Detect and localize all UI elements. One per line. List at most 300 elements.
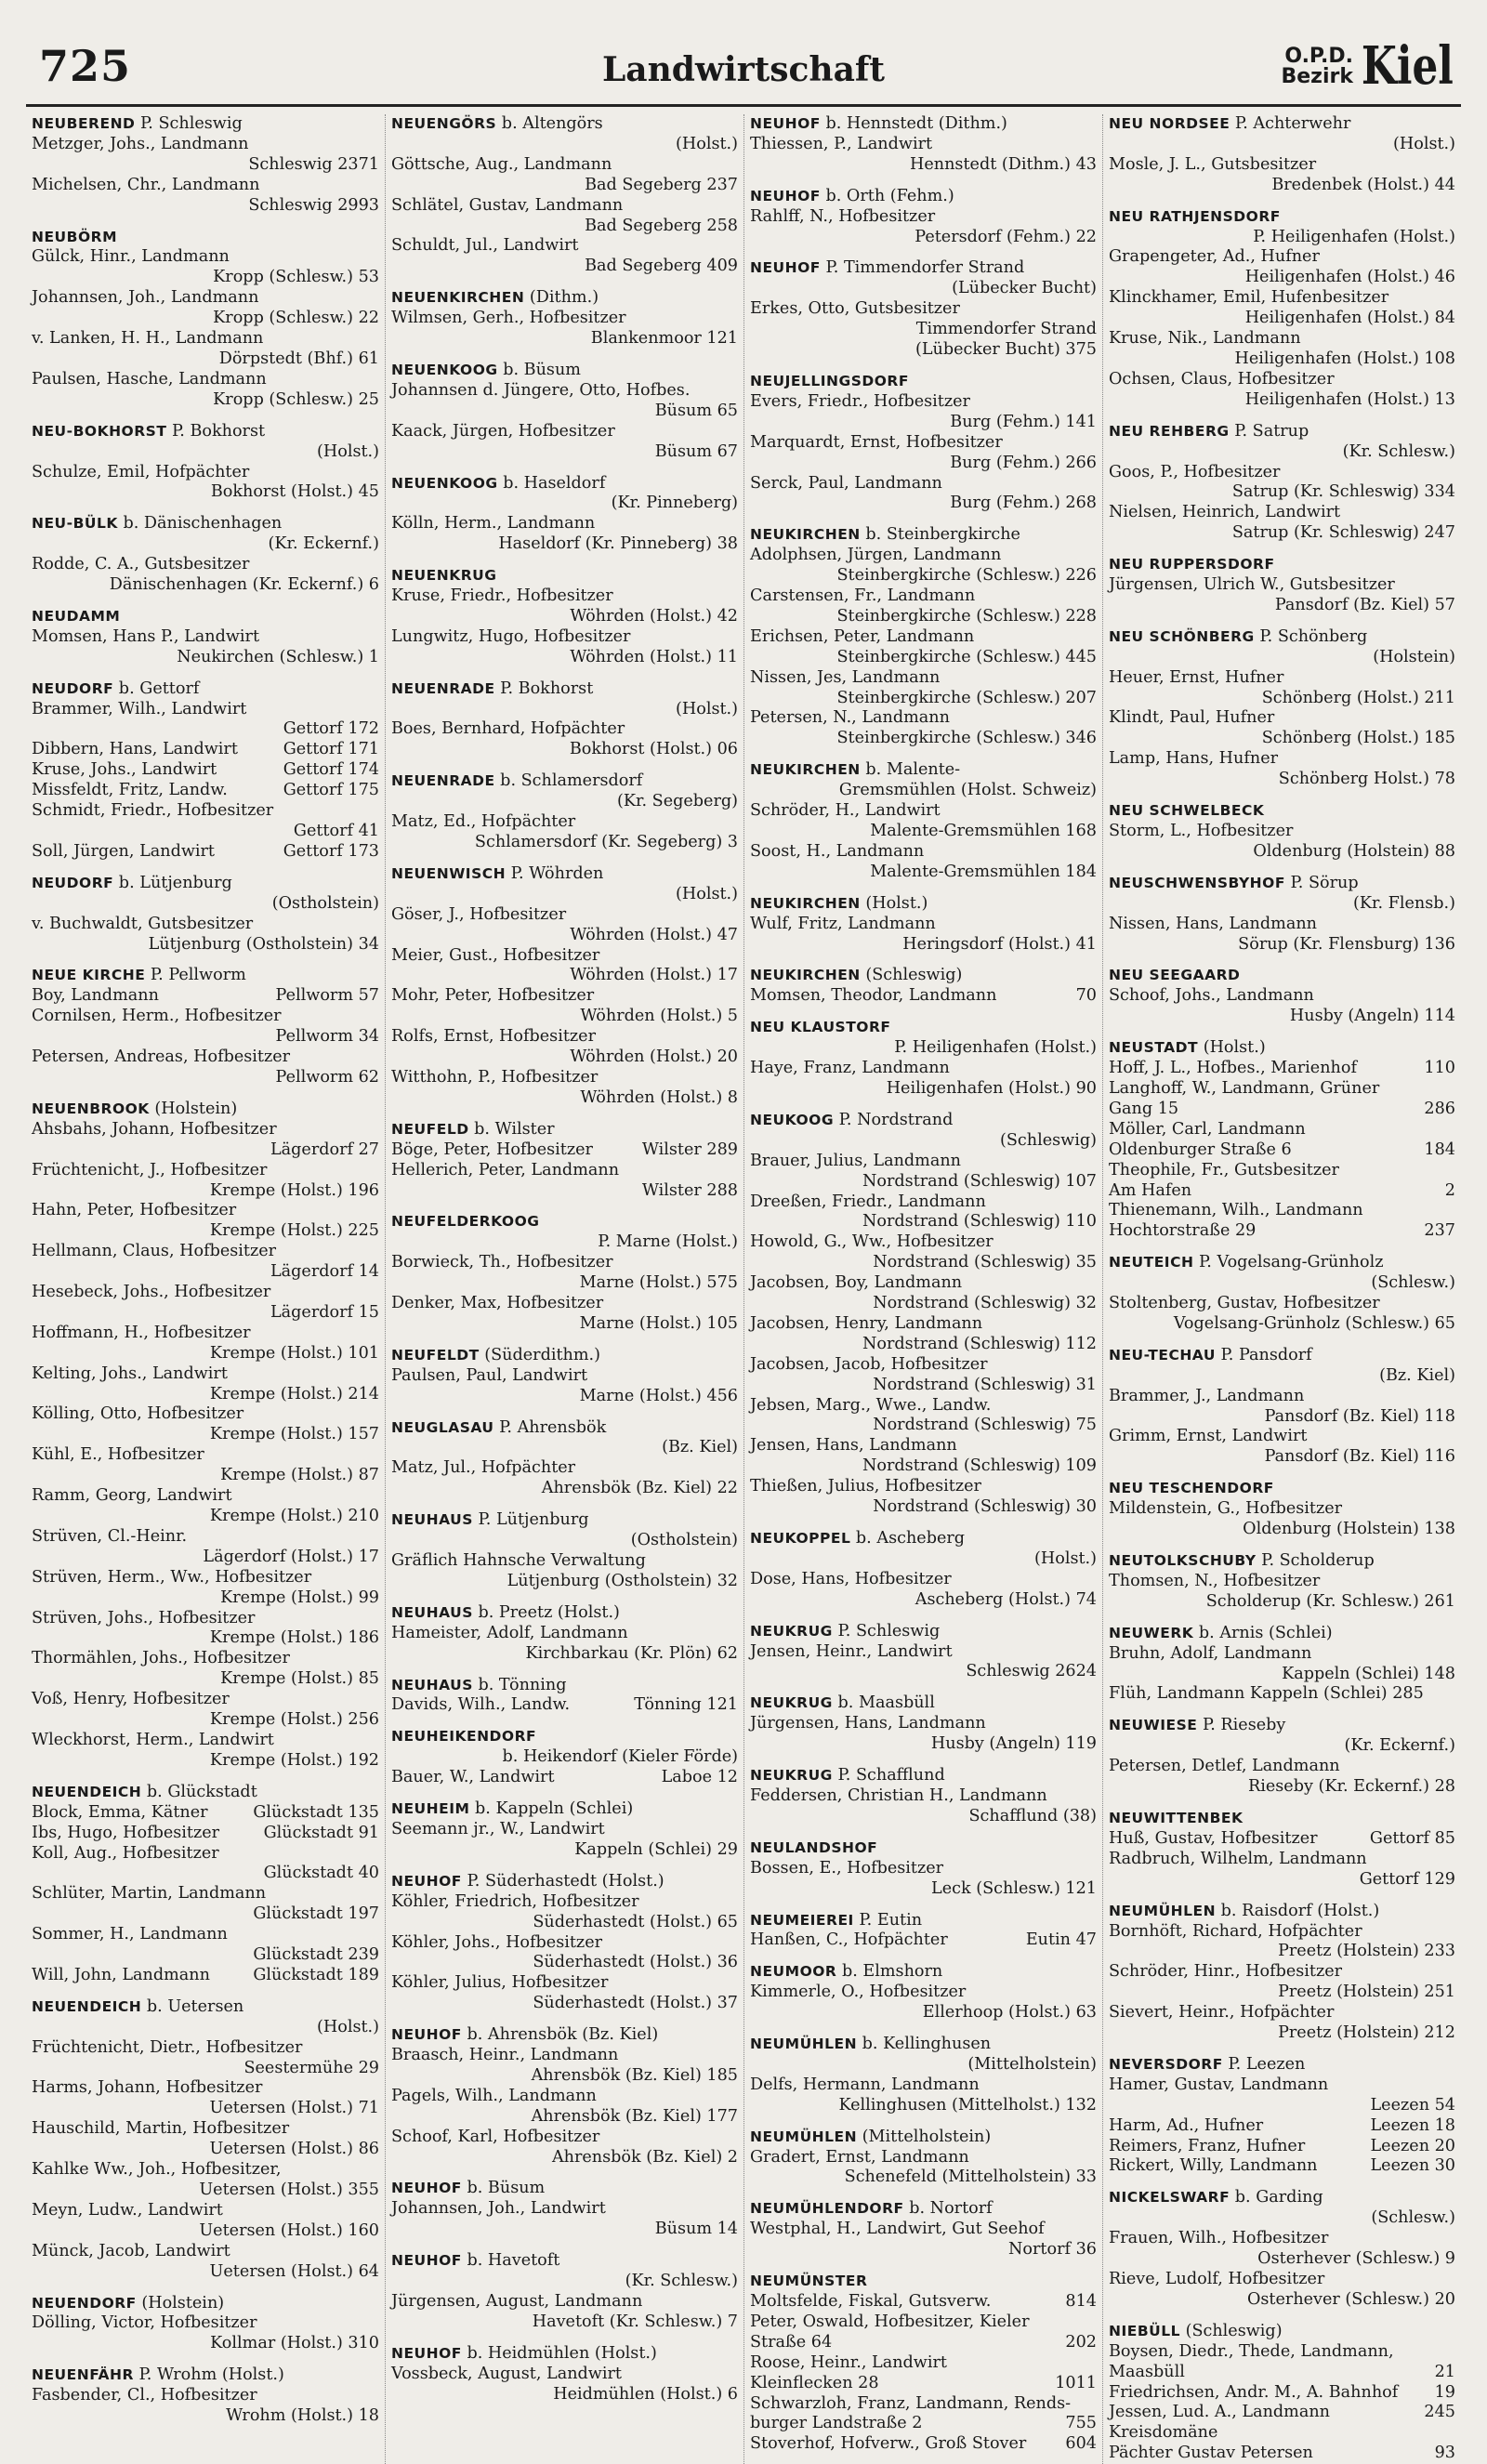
entry-phone: Heiligenhafen (Holst.) 108: [1234, 349, 1455, 368]
entry-line: [750, 935, 1097, 955]
entry-name: Denker, Max, Hofbesitzer: [391, 1294, 604, 1313]
place-location: b. Heikendorf (Kieler Förde): [502, 1747, 738, 1767]
entry-line: [750, 546, 1097, 566]
entry-line: [1109, 1850, 1455, 1870]
place-location: (Holst.): [1393, 134, 1455, 153]
place-heading: NEUMÜHLEN b. Raisdorf (Holst.): [1109, 1901, 1380, 1920]
place-block: [750, 2035, 1097, 2116]
place-location: (Kr. Eckernf.): [1344, 1736, 1455, 1756]
entry-phone: Nordstrand (Schleswig) 75: [873, 1416, 1097, 1435]
entry-line: [32, 1221, 379, 1242]
entry-name: Feddersen, Christian H., Landmann: [750, 1785, 1047, 1805]
entry-name: Ramm, Georg, Landwirt: [32, 1486, 232, 1506]
place-block: [750, 1693, 1097, 1755]
place-location: (Lübecker Bucht): [952, 279, 1097, 298]
place-block: [391, 2344, 738, 2405]
entry-line: [391, 946, 738, 967]
entry-line: [391, 1387, 738, 1407]
entry-line: [750, 413, 1097, 433]
place-heading: NEUENDORF (Holstein): [32, 2293, 225, 2312]
entry-line: [1109, 822, 1455, 842]
entry-line: [1109, 1962, 1455, 1983]
entry-name: Erkes, Otto, Gutsbesitzer: [750, 299, 960, 319]
entry-phone: Schönberg (Holst.) 185: [1261, 729, 1455, 748]
place-heading: NEUENKOOG b. Büsum: [391, 360, 581, 379]
place-heading: NEUHOF b. Ahrensbök (Bz. Kiel): [391, 2025, 659, 2045]
entry-name: Brauer, Julius, Landmann: [750, 1151, 962, 1170]
entry-line: [391, 1161, 738, 1181]
entry-line: [750, 1807, 1097, 1827]
entry-name: Nissen, Jes, Landmann: [750, 667, 941, 687]
place-block: [750, 2199, 1097, 2260]
entry-name: Nielsen, Heinrich, Landwirt: [1109, 503, 1341, 522]
place-heading: NEUENKIRCHEN (Dithm.): [391, 288, 599, 308]
entry-phone: Wrohm (Holst.) 18: [226, 2406, 379, 2426]
place-name: NEUBÖRM: [32, 228, 117, 245]
place-heading: [750, 1018, 1097, 1038]
entry-line: [1109, 935, 1455, 955]
place-name: NEU RATHJENSDORF: [1109, 207, 1281, 225]
entry-name: Straße 64: [750, 2332, 833, 2352]
entry-line: [32, 1844, 379, 1864]
entry-line: [32, 986, 379, 1007]
place-location: (Bz. Kiel): [1379, 1365, 1455, 1385]
entry-name: Metzger, Johs., Landmann: [32, 134, 249, 153]
place-name: NEUKRUG: [750, 1767, 833, 1785]
place-heading: NEU-BÜLK b. Dänischenhagen: [32, 514, 283, 534]
entry-name: Goos, P., Hofbesitzer: [1109, 462, 1281, 481]
entry-line: [1109, 770, 1455, 790]
page-number: 725: [39, 41, 132, 91]
column-1: [26, 114, 385, 2464]
entry-name: Bauer, W., Landwirt: [391, 1768, 555, 1787]
entry-line: [1109, 1294, 1455, 1314]
place-location: Gremsmühlen (Holst. Schweiz): [838, 781, 1097, 800]
entry-line: [750, 566, 1097, 586]
entry-line: [1109, 329, 1455, 349]
entry-phone: 70: [1075, 986, 1097, 1006]
place-heading: NEUBEREND P. Schleswig: [32, 114, 243, 133]
entry-name: Huß, Gustav, Hofbesitzer: [1109, 1828, 1318, 1848]
place-heading: [1109, 555, 1455, 575]
entry-line: [750, 1570, 1097, 1590]
entry-line: [750, 2148, 1097, 2168]
entry-phone: Nordstrand (Schleswig) 32: [873, 1294, 1097, 1313]
entry-phone: Bad Segeberg 237: [585, 175, 738, 194]
entry-name: Jacobsen, Jacob, Hofbesitzer: [750, 1354, 988, 1374]
entry-line: [391, 1048, 738, 1068]
entry-line: [391, 986, 738, 1007]
entry-phone: Osterhever (Schlesw.) 9: [1257, 2249, 1455, 2269]
place-block: [1109, 1902, 1455, 2044]
entry-line: [750, 2003, 1097, 2023]
opd-label: O.P.D.: [1284, 45, 1353, 68]
place-block: [32, 2365, 379, 2427]
entry-phone: Marne (Holst.) 575: [579, 1273, 738, 1293]
entry-name: Bornhöft, Richard, Hofpächter: [1109, 1921, 1362, 1941]
entry-name: Boes, Bernhard, Hofpächter: [391, 719, 625, 739]
entry-name: Jacobsen, Boy, Landmann: [750, 1273, 963, 1293]
entry-phone: Schleswig 2993: [248, 195, 379, 215]
entry-line: [32, 1445, 379, 1466]
place-heading: NEUKIRCHEN (Holst.): [750, 893, 928, 913]
entry-name: Block, Emma, Kätner: [32, 1802, 208, 1822]
entry-name: Hahn, Peter, Hofbesitzer: [32, 1201, 237, 1220]
entry-line: [32, 1925, 379, 1945]
entry-line: [32, 1181, 379, 1202]
place-name: NEUSCHWENSBYHOF: [1109, 874, 1285, 891]
place-block: [1109, 422, 1455, 544]
entry-line: [32, 268, 379, 288]
entry-line: [391, 926, 738, 946]
entry-phone: Preetz (Holstein) 233: [1278, 1942, 1455, 1961]
entry-name: Köhler, Friedrich, Hofbesitzer: [391, 1891, 639, 1911]
place-heading: NEUKIRCHEN b. Malente-: [750, 760, 961, 780]
entry-phone: Bokhorst (Holst.) 45: [210, 482, 379, 502]
entry-line: [32, 1710, 379, 1731]
entry-line: [750, 2434, 1097, 2455]
entry-name: Momsen, Theodor, Landmann: [750, 986, 997, 1006]
entry-phone: Krempe (Holst.) 157: [209, 1425, 379, 1444]
entry-line: [32, 1344, 379, 1364]
entry-line: [391, 217, 738, 237]
place-location: (Schleswig): [1000, 1130, 1097, 1150]
entry-name: Petersen, Andreas, Hofbesitzer: [32, 1048, 291, 1067]
place-name: NICKELSWARF: [1109, 2189, 1230, 2207]
entry-name: Maasbüll: [1109, 2362, 1185, 2381]
entry-phone: Glückstadt 197: [253, 1904, 379, 1924]
place-heading: NEUKOOG P. Nordstrand: [750, 1110, 954, 1129]
place-block: [750, 1911, 1097, 1952]
entry-line: [750, 1314, 1097, 1335]
entry-name: Stoltenberg, Gustav, Hofbesitzer: [1109, 1294, 1380, 1313]
entry-name: Meier, Gust., Hofbesitzer: [391, 945, 600, 965]
place-name: NEUWITTENBEK: [1109, 1809, 1244, 1826]
entry-phone: 245: [1424, 2403, 1455, 2422]
place-location: (Kr. Schlesw.): [625, 2272, 738, 2291]
place-block: [32, 1100, 379, 1772]
entry-name: Will, John, Landmann: [32, 1965, 210, 1984]
place-heading: NEUTEICH P. Vogelsang-Grünholz: [1109, 1253, 1384, 1272]
entry-line: [1109, 2023, 1455, 2044]
entry-line: [750, 1456, 1097, 1477]
entry-line: [391, 1973, 738, 1994]
place-block: [391, 1799, 738, 1861]
entry-name: Schmidt, Friedr., Hofbesitzer: [32, 801, 274, 821]
entry-line: [32, 1527, 379, 1548]
entry-line: [32, 1609, 379, 1629]
entry-name: Kahlke Ww., Joh., Hofbesitzer,: [32, 2160, 282, 2180]
place-location: (Bz. Kiel): [662, 1438, 738, 1457]
entry-line: [32, 1649, 379, 1669]
entry-name: Hamer, Gustav, Landmann: [1109, 2075, 1329, 2094]
entry-phone: Krempe (Holst.) 225: [209, 1221, 379, 1241]
entry-line: [1109, 390, 1455, 411]
entry-name: Schuldt, Jul., Landwirt: [391, 236, 579, 256]
entry-name: Voß, Henry, Hofbesitzer: [32, 1690, 230, 1709]
entry-name: Dose, Hans, Hofbesitzer: [750, 1569, 952, 1588]
entry-name: Grimm, Ernst, Landwirt: [1109, 1427, 1308, 1446]
entry-name: Jensen, Hans, Landmann: [750, 1436, 957, 1456]
entry-phone: Dörpstedt (Bhf.) 61: [218, 349, 379, 368]
place-location: (Holst.): [676, 699, 738, 718]
place-location: (Schlesw.): [1371, 1273, 1455, 1293]
column-4: [1102, 114, 1461, 2464]
entry-line: [32, 2313, 379, 2334]
entry-line: [391, 2148, 738, 2168]
entry-name: Kleinflecken 28: [750, 2373, 879, 2392]
place-name: NEUMOOR: [750, 1963, 837, 1981]
entry-phone: Lägerdorf 27: [270, 1140, 379, 1159]
entry-phone: Uetersen (Holst.) 160: [199, 2220, 379, 2240]
place-heading: NEUHOF P. Timmendorfer Strand: [750, 258, 1025, 278]
entry-phone: Ahrensbök (Bz. Kiel) 22: [541, 1479, 738, 1498]
entry-phone: Oldenburg (Holstein) 88: [1253, 841, 1455, 861]
entry-line: [32, 1803, 379, 1824]
place-heading: NEU REHBERG P. Satrup: [1109, 421, 1309, 441]
entry-phone: Steinbergkirche (Schlesw.) 445: [836, 647, 1097, 666]
entry-line: [32, 329, 379, 349]
entry-line: [391, 1933, 738, 1954]
entry-line: [1109, 2075, 1455, 2096]
entry-name: Schoof, Karl, Hofbesitzer: [391, 2127, 600, 2146]
entry-phone: 814: [1065, 2292, 1097, 2311]
entry-line: [32, 1027, 379, 1048]
place-heading: NEUHAUS b. Preetz (Holst.): [391, 1602, 620, 1622]
place-heading: NEUENGÖRS b. Altengörs: [391, 114, 603, 133]
entry-line: [750, 340, 1097, 361]
entry-name: Hanßen, C., Hofpächter: [750, 1930, 948, 1950]
entry-name: Möller, Carl, Landmann: [1109, 1119, 1306, 1139]
entry-line: [32, 247, 379, 268]
entry-line: [391, 1994, 738, 2014]
entry-line: [32, 1140, 379, 1161]
entry-phone: Gettorf 174: [283, 760, 379, 780]
place-block: [391, 566, 738, 668]
place-heading: [32, 607, 379, 627]
entry-line: [750, 1879, 1097, 1900]
place-name: NEU KLAUSTORF: [750, 1019, 891, 1036]
entry-name: v. Lanken, H. H., Landmann: [32, 329, 264, 349]
entry-line: [32, 1588, 379, 1609]
place-location: (Ostholstein): [630, 1531, 738, 1550]
place-location: (Kr. Pinneberg): [611, 494, 738, 513]
entry-line: [750, 2220, 1097, 2240]
entry-line: [1109, 749, 1455, 770]
entry-line: [750, 842, 1097, 863]
entry-name: Gülck, Hinr., Landmann: [32, 247, 230, 267]
place-location: (Ostholstein): [271, 893, 379, 913]
place-name: NEUWERK: [1109, 1624, 1194, 1641]
entry-phone: Burg (Fehm.) 141: [950, 412, 1097, 431]
entry-name: Wilmsen, Gerh., Hofbesitzer: [391, 309, 626, 328]
entry-line: [391, 1068, 738, 1088]
entry-phone: Glückstadt 189: [253, 1965, 379, 1984]
entry-phone: 93: [1434, 2444, 1455, 2463]
place-heading: NEUKIRCHEN (Schleswig): [750, 966, 963, 985]
entry-line: [1109, 2290, 1455, 2311]
entry-name: Thießen, Julius, Hofbesitzer: [750, 1477, 981, 1496]
entry-line: [750, 801, 1097, 822]
entry-name: Jessen, Lud. A., Landmann: [1109, 2403, 1330, 2422]
place-heading: [750, 2272, 1097, 2292]
entry-name: Delfs, Hermann, Landmann: [750, 2075, 980, 2094]
entry-name: Klindt, Paul, Hufner: [1109, 708, 1275, 728]
place-block: [391, 1676, 738, 1717]
entry-phone: Nordstrand (Schleswig) 109: [862, 1456, 1097, 1476]
entry-phone: Steinbergkirche (Schlesw.) 226: [836, 566, 1097, 586]
entry-line: [1109, 2137, 1455, 2157]
entry-line: [750, 2168, 1097, 2188]
place-block: [391, 1418, 738, 1500]
entry-line: [32, 2099, 379, 2119]
entry-line: [391, 196, 738, 217]
place-name: NEU NORDSEE: [1109, 115, 1230, 132]
place-heading: NEUHAUS b. Tönning: [391, 1675, 567, 1694]
entry-phone: Wöhrden (Holst.) 20: [570, 1048, 738, 1067]
entry-line: [391, 2107, 738, 2128]
entry-line: [750, 986, 1097, 1007]
directory-columns: [26, 114, 1461, 2464]
entry-phone: Burg (Fehm.) 266: [950, 453, 1097, 472]
entry-line: [391, 1913, 738, 1933]
place-name: NEUENKIRCHEN: [391, 289, 525, 307]
entry-phone: Haseldorf (Kr. Pinneberg) 38: [498, 534, 738, 554]
entry-line: [391, 607, 738, 627]
entry-name: Kimmerle, O., Hofbesitzer: [750, 1983, 967, 2002]
entry-phone: 2: [1444, 1180, 1455, 1200]
entry-phone: Krempe (Holst.) 192: [209, 1750, 379, 1770]
place-name: NEUFELD: [391, 1120, 469, 1138]
entry-line: [1109, 2423, 1455, 2444]
entry-line: [391, 2292, 738, 2312]
entry-phone: Rieseby (Kr. Eckernf.) 28: [1247, 1777, 1455, 1797]
entry-line: [750, 2292, 1097, 2312]
entry-line: [32, 1966, 379, 1986]
entry-phone: Krempe (Holst.) 85: [220, 1669, 379, 1689]
place-block: [1109, 874, 1455, 955]
place-location: P. Heiligenhafen (Holst.): [1253, 227, 1455, 246]
place-name: NEUHOF: [391, 2344, 462, 2362]
entry-name: Mildenstein, G., Hofbesitzer: [1109, 1499, 1343, 1519]
entry-name: Ibs, Hugo, Hofbesitzer: [32, 1823, 220, 1842]
entry-name: Rahlff, N., Hofbesitzer: [750, 206, 936, 226]
entry-name: Jensen, Heinr., Landwirt: [750, 1641, 953, 1661]
entry-phone: Nordstrand (Schleswig) 35: [873, 1253, 1097, 1272]
entry-name: Pächter Gustav Petersen: [1109, 2444, 1313, 2463]
place-block: [750, 525, 1097, 749]
place-block: [391, 1120, 738, 1202]
entry-name: Erichsen, Peter, Landmann: [750, 626, 975, 646]
place-name: NEUFELDT: [391, 1346, 480, 1364]
place-block: [32, 228, 379, 411]
place-name: NEUHOF: [391, 2180, 462, 2197]
entry-phone: Ellerhoop (Holst.) 63: [922, 2003, 1097, 2023]
place-heading: [391, 566, 738, 586]
entry-phone: Glückstadt 239: [253, 1945, 379, 1965]
entry-line: [391, 1572, 738, 1592]
entry-phone: Wöhrden (Holst.) 17: [570, 966, 738, 985]
entry-line: [32, 2038, 379, 2059]
entry-phone: Schönberg (Holst.) 211: [1261, 688, 1455, 707]
entry-name: Fasbender, Cl., Hofbesitzer: [32, 2386, 257, 2405]
place-location: (Kr. Eckernf.): [268, 534, 379, 554]
entry-line: [32, 482, 379, 503]
entry-line: [750, 1376, 1097, 1396]
entry-line: [1109, 1007, 1455, 1027]
entry-name: Thienemann, Wilh., Landmann: [1109, 1201, 1363, 1220]
entry-line: [750, 2312, 1097, 2333]
entry-line: [750, 1152, 1097, 1172]
entry-line: [391, 905, 738, 926]
entry-phone: Pellworm 34: [275, 1027, 379, 1047]
entry-name: Strüven, Herm., Ww., Hofbesitzer: [32, 1567, 312, 1587]
entry-line: [391, 1253, 738, 1273]
entry-line: [1109, 1447, 1455, 1468]
place-block: [1109, 2055, 1455, 2177]
entry-line: [1109, 1221, 1455, 1242]
place-block: [750, 966, 1097, 1007]
entry-phone: Vogelsang-Grünholz (Schlesw.) 65: [1173, 1313, 1455, 1333]
entry-phone: Schenefeld (Mittelholstein) 33: [844, 2168, 1097, 2187]
entry-line: [32, 1568, 379, 1588]
entry-phone: Krempe (Holst.) 196: [209, 1180, 379, 1200]
entry-line: [32, 842, 379, 863]
place-name: NEUKOOG: [750, 1111, 835, 1128]
entry-line: [1109, 689, 1455, 709]
entry-name: Mosle, J. L., Gutsbesitzer: [1109, 154, 1317, 174]
entry-name: Hoff, J. L., Hofbes., Marienhof: [1109, 1059, 1357, 1078]
entry-line: [391, 236, 738, 257]
entry-line: [391, 1479, 738, 1499]
place-heading: NEUHOF b. Heidmühlen (Holst.): [391, 2343, 657, 2363]
entry-name: Brammer, Wilh., Landwirt: [32, 699, 247, 718]
place-name: NEUDAMM: [32, 607, 121, 625]
entry-name: Rieve, Ludolf, Hofbesitzer: [1109, 2270, 1325, 2288]
entry-name: Bossen, E., Hofbesitzer: [750, 1858, 944, 1878]
entry-phone: Wöhrden (Holst.) 11: [570, 647, 738, 666]
entry-line: [1109, 1140, 1455, 1161]
entry-line: [750, 1416, 1097, 1436]
place-heading: NEUMÜHLENDORF b. Nortorf: [750, 2199, 993, 2219]
entry-line: [32, 2160, 379, 2181]
entry-line: [1109, 482, 1455, 503]
place-heading: [1109, 966, 1455, 986]
entry-name: Jacobsen, Henry, Landmann: [750, 1313, 983, 1333]
entry-line: [1109, 1870, 1455, 1891]
entry-line: [750, 2075, 1097, 2096]
place-name: NEUHOF: [750, 187, 821, 204]
place-name: NIEBÜLL: [1109, 2322, 1180, 2339]
entry-line: [32, 288, 379, 309]
entry-line: [1109, 1201, 1455, 1221]
entry-line: [391, 514, 738, 534]
entry-phone: Gettorf 175: [283, 781, 379, 800]
entry-line: [750, 1232, 1097, 1253]
entry-name: Am Hafen: [1109, 1180, 1192, 1200]
entry-phone: 237: [1424, 1221, 1455, 1241]
place-block: [750, 1962, 1097, 2023]
place-name: NEUENBROOK: [32, 1100, 150, 1117]
place-heading: NEUKIRCHEN b. Steinbergkirche: [750, 525, 1020, 545]
entry-name: Storm, L., Hofbesitzer: [1109, 822, 1294, 840]
entry-line: [32, 648, 379, 668]
entry-phone: Kropp (Schlesw.) 25: [213, 389, 379, 409]
entry-name: Haye, Franz, Landmann: [750, 1059, 950, 1078]
entry-name: Sommer, H., Landmann: [32, 1925, 228, 1944]
place-heading: [1109, 801, 1455, 822]
entry-name: Lungwitz, Hugo, Hofbesitzer: [391, 626, 631, 646]
